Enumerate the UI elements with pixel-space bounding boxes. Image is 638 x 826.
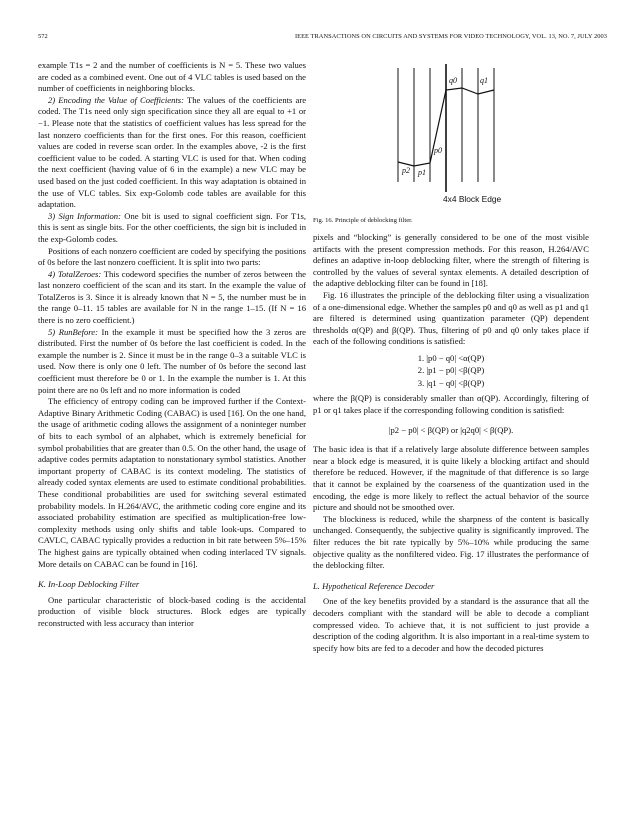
equation: |p2 − p0| < β(QP) or |q2q0| < β(QP). (388, 424, 514, 435)
right-column (313, 232, 589, 654)
paragraph (38, 269, 306, 327)
journal-header: IEEE TRANSACTIONS ON CIRCUITS AND SYSTEMS FOR VIDEO TECHNOLOGY, VOL. 13, NO. 7, JULY 2003 (294, 33, 607, 40)
figure-caption: Fig. 16. Principle of deblocking filter. (313, 217, 413, 224)
left-column (38, 60, 306, 630)
condition-2: 2. |p1 − p0| <β(QP) (417, 365, 485, 376)
paragraph: One particular characteristic of block-based coding is the accidental production of visible block structures. Block edges are typically reconstructed with less accuracy than interior (38, 594, 306, 628)
condition-3: 3. |q1 − q0| <β(QP) (417, 377, 485, 388)
paragraph-title: 5) RunBefore: (48, 326, 98, 337)
label-p2: p2 (402, 166, 410, 175)
section-heading: K. In-Loop Deblocking Filter (38, 579, 140, 590)
paragraph: where the β(QP) is considerably smaller than α(QP). Accordingly, filtering of p1 or q1 takes place if the corresponding following condition is satisfied: (313, 393, 589, 416)
paragraph: The efficiency of entropy coding can be improved further if the Context-Adaptive Binary Arithmetic Coding (CABAC) is used [16]. On the one hand, the usage of arithmetic coding allows the assignment of a noninteger number of bits to each symbol of an alphabet, which is extremely beneficial for symbol probabilities that are greater than 0.5. On the other hand, the usage of adaptive codes permits adaptation to nonstationary symbol statistics. Another important property of CABAC is its context modeling. The statistics of already coded syntax elements are used to estimate conditional probabilities. These conditional probabilities are used for switching several estimated probability models. In H.264/AVC, the arithmetic coding core engine and its associated probability estimation are specified as multiplication-free low-complexity methods using only shifts and table look-ups. Compared to CAVLC, CABAC typically provides a reduction in bit rate between 5%–15% The highest gains are typically obtained when coding interlaced TV signals. More details on CABAC can be found in [16]. (38, 396, 306, 569)
block-edge-label: 4x4 Block Edge (443, 194, 502, 204)
condition-1: 1. |p0 − q0| <α(QP) (417, 352, 485, 363)
label-q1: q1 (480, 76, 488, 85)
label-p1: p1 (418, 168, 426, 177)
paragraph-title: 3) Sign Information: (48, 210, 121, 221)
paragraph: The blockiness is reduced, while the sharpness of the content is basically unchanged. Consequently, the subjective quality is significantly improved. The filter reduces the bit rate typically by 5%–10% while producing the same objective quality as the nonfiltered video. Fig. 17 illustrates the performance of the deblocking filter. (313, 513, 589, 571)
paragraph (38, 211, 306, 246)
page-number: 572 (38, 33, 48, 40)
paragraph-body: This codeword specifies the number of zeros between the last nonzero coefficient of the scan and its start. In the example the value of TotalZeros is 3. Since it is already known that N = 5, the number must be in the range 0–11. 15 tables are available for N in the range 1–15. (If N = 16 there is no zero coefficient.) (38, 268, 306, 326)
paragraph (38, 327, 306, 397)
paragraph-title: 4) TotalZeroes: (48, 268, 102, 279)
paragraph-body: In the example it must be specified how the 3 zeros are distributed. First the number of 0s before the last coefficient is coded. In the example the number is 2. Since it must be in the range 0–3 a suitable VLC is used. Now there is only one 0 left. The number of 0s before the second last coefficient must therefore be 0 or 1. In the example the number is 1. At this point there are no 0s left and no more information is coded (38, 326, 306, 395)
paragraph-body: One bit is used to signal coefficient sign. For T1s, this is sent as single bits. For the other coefficients, the sign bit is included in the exp-Golomb codes. (38, 210, 307, 244)
paragraph: pixels and “blocking” is generally considered to be one of the most visible artifacts with the present compression methods. For this reason, H.264/AVC defines an adaptive in-loop deblocking filter, where the strength of filtering is controlled by the values of several syntax elements. A detailed description of the adaptive deblocking filter can be found in [18]. (313, 232, 589, 289)
paragraph: One of the key benefits provided by a standard is the assurance that all the decoders compliant with the standard will be able to decode a compliant compressed video. To achieve that, it is not sufficient to just provide a description of the coding algorithm. It is also important in a real-time system to specify how bits are fed to a decoder and how the decoded pictures (313, 596, 589, 653)
label-p0: p0 (434, 146, 442, 155)
condition-list (313, 352, 589, 390)
paragraph: Fig. 16 illustrates the principle of the deblocking filter using a visualization of a one-dimensional edge. Whether the samples p0 and q0 as well as p1 and q1 are filtered is determined using quantization parameter (QP) dependent thresholds α(QP) and β(QP). Thus, filtering of p0 and q0 only takes place if each of the following conditions is satisfied: (313, 289, 589, 347)
paragraph (38, 95, 306, 211)
paragraph-body: The values of the coefficients are coded. The T1s need only sign specification since they all are equal to +1 or −1. Please note that the statistics of coefficient values has less spread for the last nonzero coefficients than for the first ones. For this reason, coefficient values are coded in reverse scan order. In the examples above, -2 is the first coefficient value to be coded. A starting VLC is used for that. When coding the next coefficient (having value of 6 in the example) a new VLC may be used based on the just coded coefficient. In this way adaptation is obtained in the use of VLC tables. Six exp-Golomb code tables are available for this adaptation. (38, 94, 307, 210)
label-q0: q0 (449, 76, 457, 85)
section-heading: L. Hypothetical Reference Decoder (313, 580, 435, 591)
paragraph: example T1s = 2 and the number of coefficients is N = 5. These two values are coded as a combined event. One out of 4 VLC tables is used based on the number of coefficients in neighboring blocks. (38, 60, 306, 94)
deblocking-figure (318, 62, 588, 212)
paragraph: Positions of each nonzero coefficient are coded by specifying the positions of 0s before the last nonzero coefficient. It is split into two parts: (38, 245, 306, 268)
paragraph: The basic idea is that if a relatively large absolute difference between samples near a block edge is measured, it is quite likely a blocking artifact and should therefore be reduced. However, if the magnitude of that difference is so large that it cannot be explained by the coarseness of the quantization used in the encoding, the edge is more likely to reflect the actual behavior of the source picture and should not be smoothed over. (313, 444, 589, 513)
paragraph-title: 2) Encoding the Value of Coefficients: (48, 94, 184, 105)
